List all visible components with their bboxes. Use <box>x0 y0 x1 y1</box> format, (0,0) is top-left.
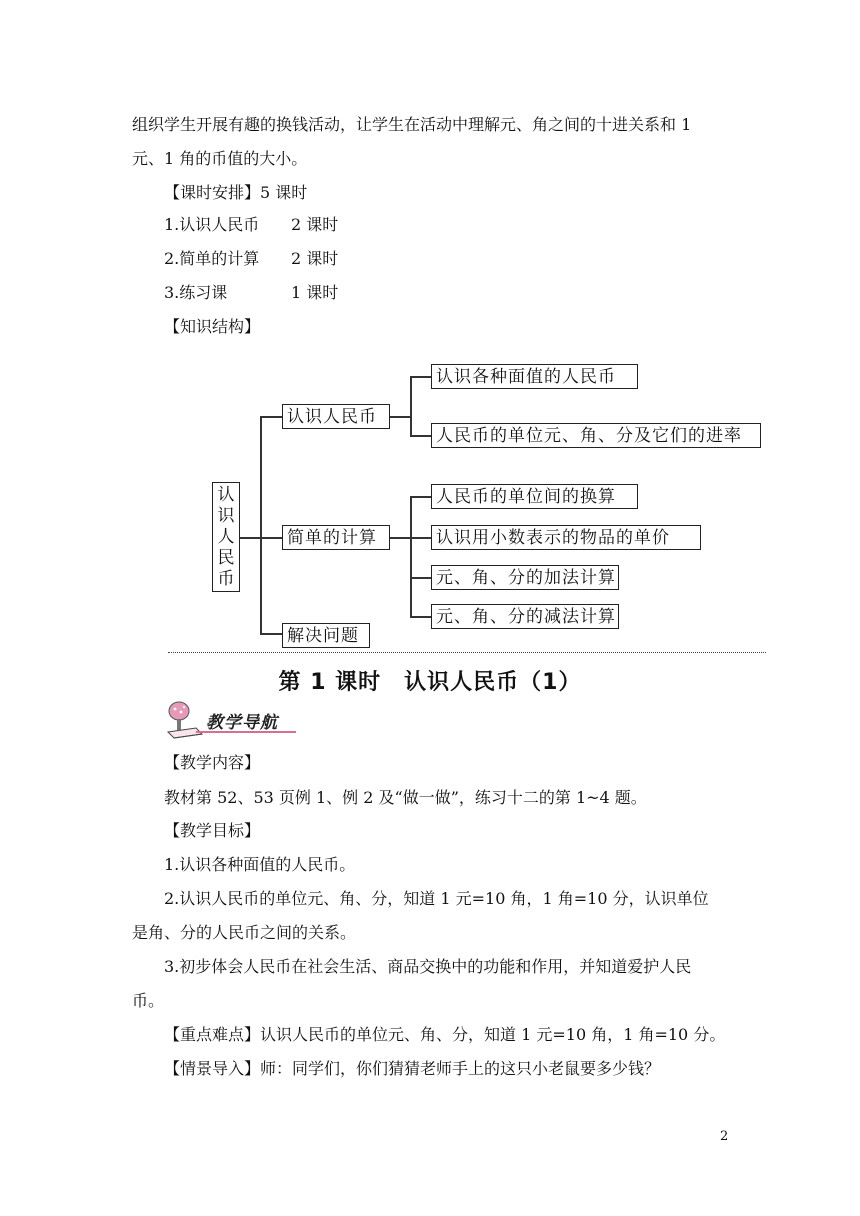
structure-heading: 【知识结构】 <box>164 317 261 336</box>
branch-node: 解决问题 <box>282 623 370 648</box>
badge-label: 教学导航 <box>206 713 278 733</box>
leaf-node: 人民币的单位间的换算 <box>431 484 638 509</box>
schedule-item-name: 3.练习课 <box>164 283 228 302</box>
branch-node: 认识人民币 <box>282 404 390 429</box>
scene-intro: 【情景导入】师：同学们，你们猜猜老师手上的这只小老鼠要多少钱？ <box>164 1059 661 1078</box>
connector-line <box>260 416 262 634</box>
connector-line <box>410 435 431 437</box>
teaching-nav-badge <box>162 700 297 742</box>
connector-line <box>390 537 411 539</box>
content-text: 教材第 52、53 页例 1、例 2 及“做一做”，练习十二的第 1~4 题。 <box>164 788 647 807</box>
goal-3-line-1: 3.初步体会人民币在社会生活、商品交换中的功能和作用，并知道爱护人民 <box>164 957 692 976</box>
leaf-node: 人民币的单位元、角、分及它们的进率 <box>431 423 761 448</box>
goal-2-line-1: 2.认识人民币的单位元、角、分，知道 1 元=10 角，1 角=10 分，认识单位 <box>164 889 709 908</box>
root-char: 人 <box>217 527 235 547</box>
schedule-item-hours: 2 课时 <box>291 249 339 268</box>
schedule-item-name: 1.认识人民币 <box>164 215 260 234</box>
root-node <box>212 482 240 592</box>
goal-3-line-2: 币。 <box>132 991 165 1010</box>
schedule-item-hours: 2 课时 <box>291 215 339 234</box>
connector-line <box>410 537 431 539</box>
connector-line <box>410 496 431 498</box>
intro-line-2: 元、1 角的币值的大小。 <box>132 149 308 168</box>
root-char: 币 <box>217 569 235 589</box>
goal-2-line-2: 是角、分的人民币之间的关系。 <box>132 923 357 942</box>
connector-line <box>260 416 282 418</box>
leaf-node: 认识各种面值的人民币 <box>431 364 638 389</box>
leaf-node: 认识用小数表示的物品的单价 <box>431 525 701 550</box>
schedule-item-name: 2.简单的计算 <box>164 249 260 268</box>
connector-line <box>410 577 431 579</box>
connector-line <box>410 496 412 617</box>
intro-line-1: 组织学生开展有趣的换钱活动，让学生在活动中理解元、角之间的十进关系和 1 <box>132 115 692 134</box>
connector-line <box>260 537 282 539</box>
goal-1: 1.认识各种面值的人民币。 <box>164 855 356 874</box>
connector-line <box>240 537 261 539</box>
key-points: 【重点难点】认识人民币的单位元、角、分，知道 1 元=10 角，1 角=10 分。 <box>164 1025 726 1044</box>
page-number: 2 <box>720 1129 729 1144</box>
goals-heading: 【教学目标】 <box>164 821 261 840</box>
leaf-node: 元、角、分的减法计算 <box>431 604 619 629</box>
lamp-icon <box>162 700 210 742</box>
leaf-node: 元、角、分的加法计算 <box>431 565 619 590</box>
root-char: 民 <box>217 548 235 568</box>
connector-line <box>410 376 431 378</box>
connector-line <box>410 616 431 618</box>
root-char: 识 <box>217 506 235 526</box>
lesson-title: 第 1 课时 认识人民币（1） <box>278 670 582 695</box>
schedule-heading: 【课时安排】5 课时 <box>164 183 308 202</box>
connector-line <box>410 376 412 436</box>
schedule-item-hours: 1 课时 <box>291 283 339 302</box>
root-char: 认 <box>217 485 235 505</box>
branch-node: 简单的计算 <box>282 525 390 550</box>
connector-line <box>260 633 282 635</box>
content-heading: 【教学内容】 <box>164 753 261 772</box>
section-divider <box>168 652 766 653</box>
connector-line <box>390 416 411 418</box>
